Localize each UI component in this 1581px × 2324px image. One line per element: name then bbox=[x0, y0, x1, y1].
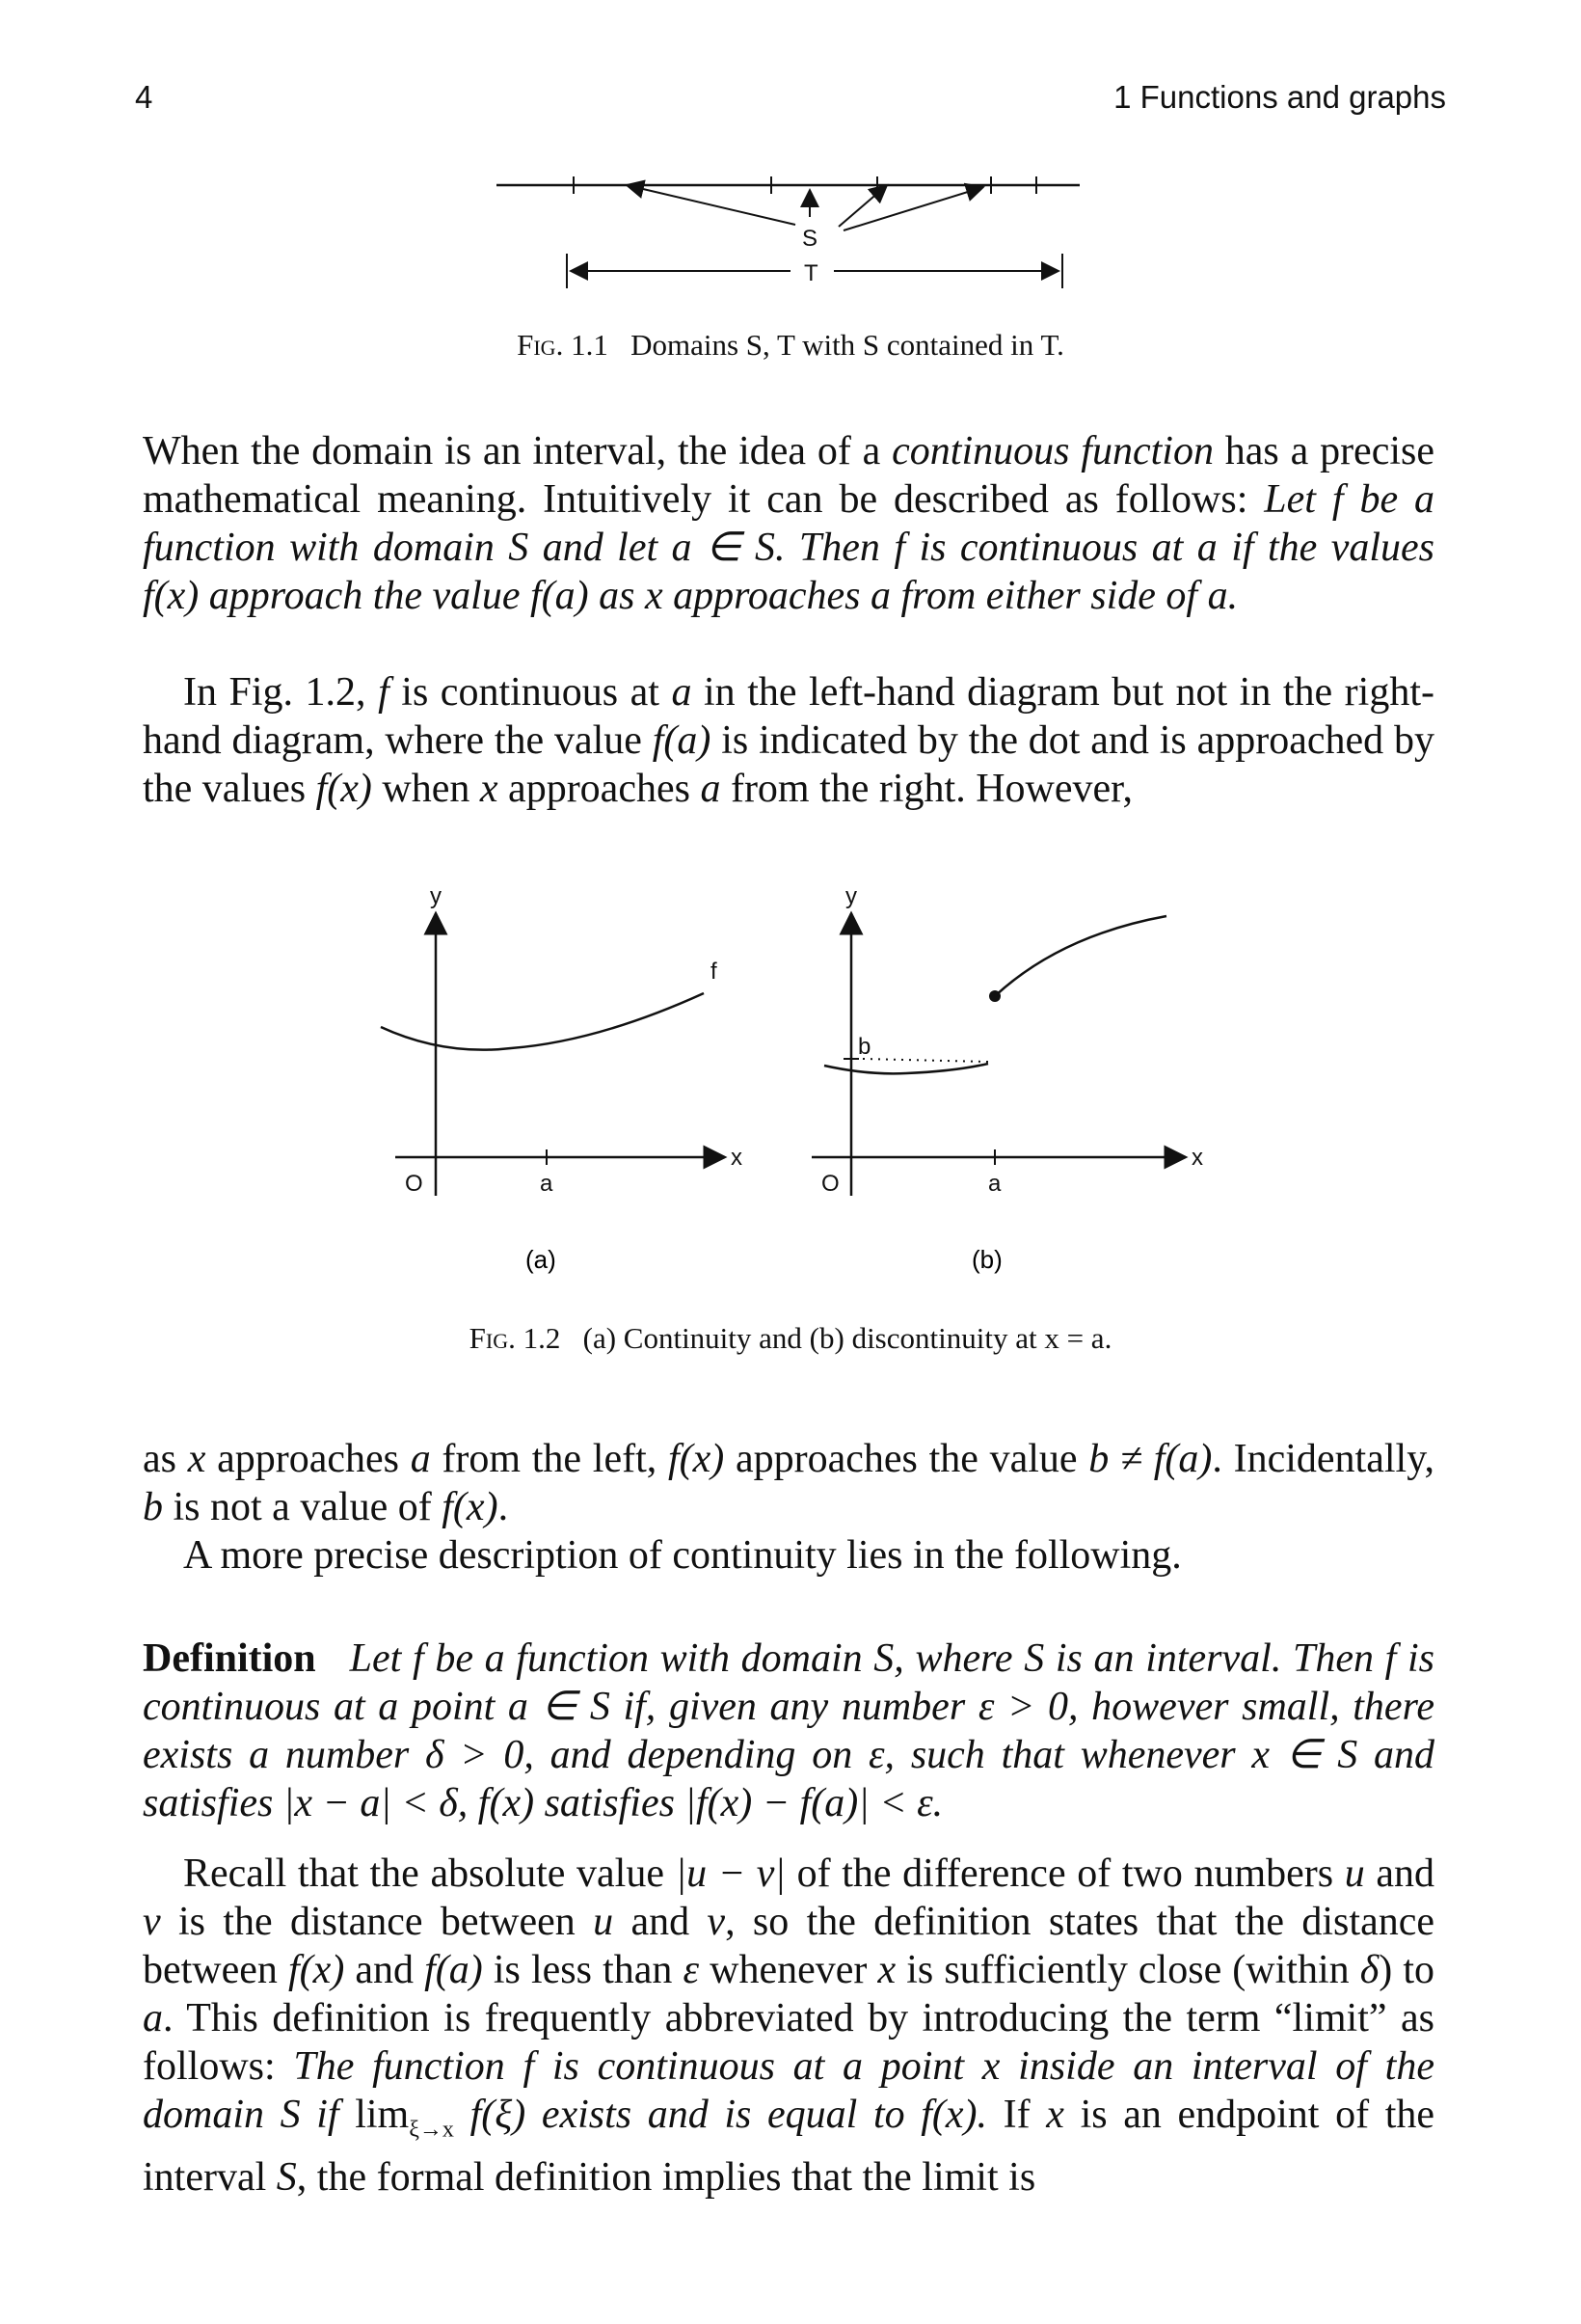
origin-a: O bbox=[405, 1171, 423, 1197]
definition-block bbox=[143, 1635, 1434, 1827]
definition-body: Let f be a function with domain S, where S is an interval. Then f is continuous at a point a ∈ S if, given any number ε > 0, however small, there exists a number δ > 0, and depending on ε, such that whenever x ∈ S and satisfies |x − a| < δ, f(x) satisfies |f(x) − f(a)| < ε. bbox=[143, 1636, 1435, 1825]
caption-text: (a) Continuity and (b) discontinuity at x = a. bbox=[582, 1321, 1112, 1355]
sublabel-b: (b) bbox=[972, 1245, 1003, 1274]
curve-right-b bbox=[995, 916, 1166, 996]
level-b-dotted bbox=[863, 1059, 988, 1062]
label-s: S bbox=[802, 226, 818, 252]
paragraph-3: as x approaches a from the left, f(x) approaches the value b ≠ f(a). Incidentally, b is not a value of f(x). bbox=[143, 1437, 1434, 1529]
figure-1-1-caption bbox=[0, 328, 1581, 363]
curve-f-a bbox=[381, 993, 704, 1050]
y-label-a: y bbox=[430, 883, 442, 909]
panel-b bbox=[812, 883, 1203, 1274]
paragraph-5: Recall that the absolute value |u − v| of the difference of two numbers u and v is the distance between u and v, so the definition states that the distance between f(x) and f(a) is less than ε whenever x is sufficiently close (within δ) to a. This definition is frequently abbreviated by introducing the term “limit” as follows: The function f is continuous at a point x inside an interval of the domain S if $\lim_{\xi\to x} f(\xi)$ exists and is equal to f(x). If x is an endpoint of the interval S, the formal definition implies that the limit is bbox=[143, 1851, 1434, 2201]
origin-b: O bbox=[821, 1171, 840, 1197]
point-a-b: a bbox=[988, 1171, 1002, 1197]
figure-1-1 bbox=[482, 159, 1099, 304]
sublabel-a: (a) bbox=[525, 1245, 556, 1274]
s-arrow-mid bbox=[839, 185, 887, 227]
caption-text: Domains S, T with S contained in T. bbox=[630, 328, 1064, 362]
chapter-title: 1 Functions and graphs bbox=[1113, 79, 1446, 115]
curve-left-b bbox=[824, 1064, 988, 1073]
figure-1-2 bbox=[366, 882, 1234, 1287]
x-label-b: x bbox=[1192, 1145, 1203, 1171]
curve-label-f: f bbox=[710, 959, 717, 985]
y-label-b: y bbox=[845, 883, 857, 909]
x-label-a: x bbox=[731, 1145, 742, 1171]
paragraph-1: When the domain is an interval, the idea of a continuous function has a precise mathematical meaning. Intuitively it can be described as follows: Let f be a function with domain S and let a ∈ S. Then f is continuous at a if the values f(x) approach the value f(a) as x approaches a from either side of a. bbox=[143, 429, 1434, 618]
point-a-a: a bbox=[540, 1171, 553, 1197]
paragraph-2: In Fig. 1.2, f is continuous at a in the left-hand diagram but not in the right-hand diagram, where the value f(a) is indicated by the dot and is approached by the values f(x) when x approaches a from the right. However, bbox=[143, 670, 1434, 811]
paragraph-4: A more precise description of continuity lies in the following. bbox=[183, 1533, 1182, 1578]
definition-head: Definition bbox=[143, 1636, 316, 1681]
caption-tag: Fig. 1.1 bbox=[517, 328, 608, 362]
label-t: T bbox=[804, 260, 818, 286]
panel-a bbox=[381, 883, 742, 1274]
level-label-b: b bbox=[858, 1034, 871, 1060]
caption-tag: Fig. 1.2 bbox=[469, 1321, 561, 1355]
figure-1-2-caption bbox=[0, 1321, 1581, 1356]
s-arrow-right bbox=[844, 187, 983, 230]
s-arrow-left bbox=[627, 185, 795, 225]
page-number: 4 bbox=[135, 79, 153, 115]
